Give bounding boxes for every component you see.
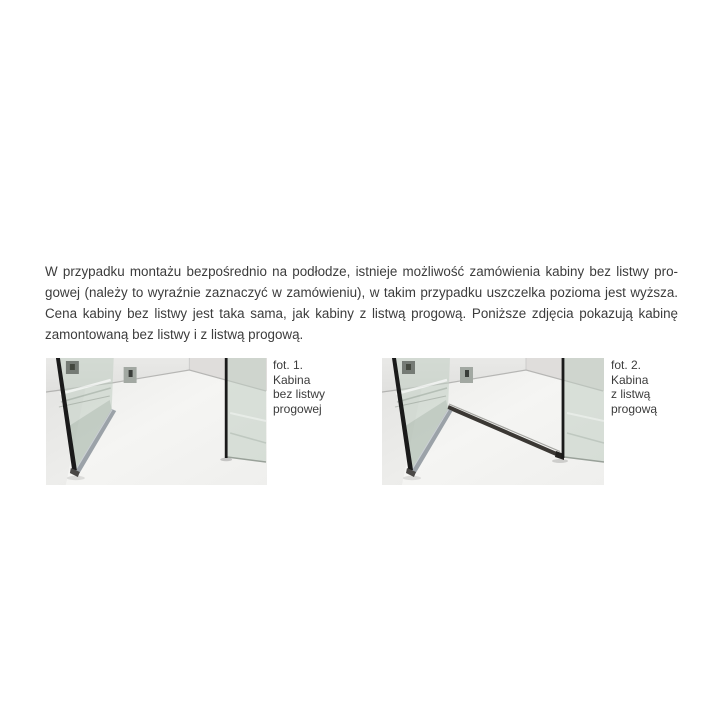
glass-bracket-detail — [70, 364, 75, 370]
shower-cabin-no-strip-image — [46, 358, 267, 485]
panel-shadow — [67, 476, 85, 480]
photo-fot-1 — [46, 358, 267, 485]
caption-line: fot. 1. — [273, 358, 304, 372]
caption-line: progowej — [273, 401, 322, 416]
wall-bracket-detail — [465, 370, 469, 377]
glass-bracket-detail — [406, 364, 411, 370]
caption-line: Kabina — [273, 372, 311, 387]
panel-shadow — [220, 458, 232, 462]
panel-shadow — [403, 476, 421, 480]
paragraph-line: Cena kabiny bez listwy jest taka sama, jak kabiny z listwą progową. Poniższe zdjęcia pokazują kabinę — [45, 306, 678, 321]
caption-line: fot. 2. — [611, 358, 642, 372]
photo-fot-2-caption — [611, 358, 657, 416]
glass-edge-right — [562, 358, 565, 458]
caption-line: bez listwy — [273, 387, 326, 401]
glass-edge-right — [225, 358, 228, 458]
glass-pane — [227, 358, 266, 462]
wall-bracket-detail — [129, 370, 133, 377]
intro-paragraph — [45, 261, 678, 345]
caption-line: z listwą — [611, 387, 651, 401]
paragraph-line: W przypadku montażu bezpośrednio na podłodze, istnieje możliwość zamówienia kabiny bez listwy pro- — [45, 264, 678, 279]
strip-shadow — [552, 459, 568, 463]
photo-fot-2 — [382, 358, 604, 485]
caption-line: progową — [611, 401, 658, 416]
photo-fot-1-caption — [273, 358, 325, 416]
shower-cabin-with-strip-image — [382, 358, 604, 485]
caption-line: Kabina — [611, 372, 649, 387]
right-glass-panel — [220, 358, 266, 462]
glass-pane — [564, 358, 604, 462]
paragraph-line: gowej (należy to wyraźnie zaznaczyć w zamówieniu), w takim przypadku uszczelka pozioma jest wyższa. — [45, 285, 678, 300]
right-glass-panel — [562, 358, 604, 462]
paragraph-line: zamontowaną bez listwy i z listwą progową. — [45, 327, 304, 342]
